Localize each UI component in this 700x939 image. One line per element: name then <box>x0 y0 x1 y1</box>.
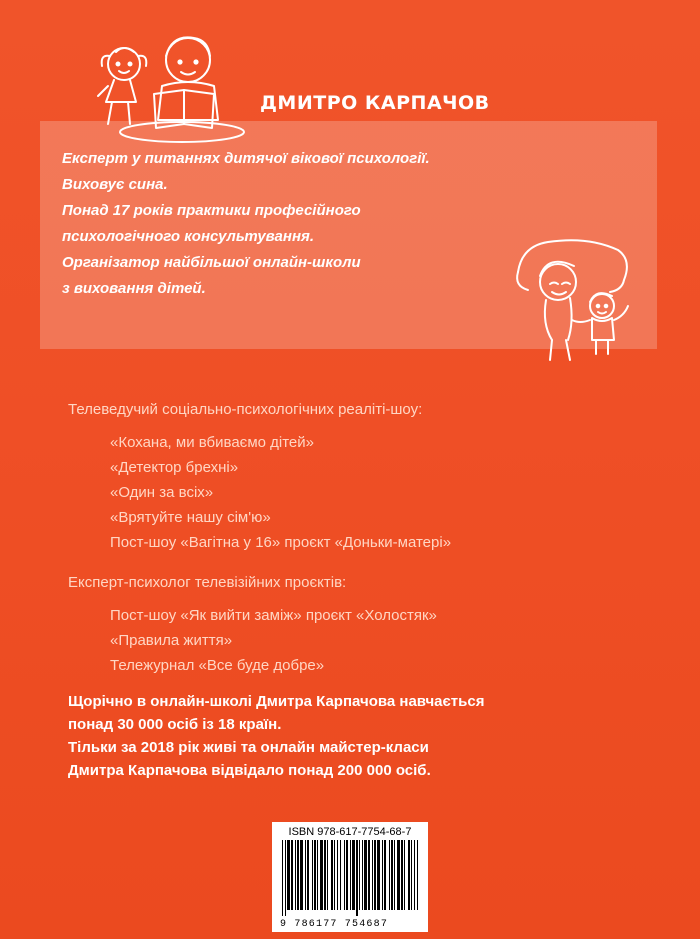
barcode-stripe <box>317 840 318 910</box>
tv-expert-heading: Експерт-психолог телевізійних проєктів: <box>68 574 347 591</box>
tv-show-item: «Кохана, ми вбиваємо дітей» <box>110 434 314 451</box>
stats-line: Дмитра Карпачова відвідало понад 200 000 осіб. <box>68 762 431 779</box>
barcode-stripe <box>346 840 348 910</box>
isbn-barcode <box>272 822 428 932</box>
barcode-stripe <box>377 840 380 910</box>
bio-list <box>62 146 430 302</box>
barcode-stripe <box>411 840 412 910</box>
barcode-stripe <box>389 840 390 910</box>
tv-host-heading: Телеведучий соціально-психологічних реаліті-шоу: <box>68 401 423 418</box>
barcode-stripe <box>368 840 370 910</box>
barcode-stripe <box>364 840 367 910</box>
tv-show-item: «Один за всіх» <box>110 484 214 501</box>
bio-line: з виховання дітей. <box>62 280 206 297</box>
barcode-stripe <box>401 840 403 910</box>
barcode-stripe <box>307 840 309 910</box>
barcode-stripe <box>295 840 296 910</box>
barcode-stripe <box>356 840 358 916</box>
barcode-stripe <box>282 840 283 916</box>
bio-line: Понад 17 років практики професійного <box>62 202 361 219</box>
barcode-stripe <box>344 840 345 910</box>
barcode-stripe <box>305 840 306 910</box>
barcode-stripe <box>334 840 335 910</box>
barcode-stripe <box>331 840 333 910</box>
tv-host-list <box>110 430 451 555</box>
barcode-stripe <box>340 840 341 910</box>
bio-line: психологічного консультування. <box>62 228 315 245</box>
tv-expert-section <box>68 570 437 678</box>
bio-line: Організатор найбільшої онлайн-школи <box>62 254 361 271</box>
stats-line: Щорічно в онлайн-школі Дмитра Карпачова навчається <box>68 693 485 710</box>
barcode-stripe <box>417 840 418 910</box>
barcode-stripe <box>287 840 290 910</box>
barcode-stripe <box>327 840 328 910</box>
barcode-stripe <box>384 840 386 910</box>
barcode-stripe <box>362 840 363 910</box>
tv-host-section <box>68 397 451 555</box>
barcode-stripe <box>324 840 326 910</box>
tv-project-item: Тележурнал «Все буде добре» <box>110 657 325 674</box>
barcode-stripe <box>372 840 373 910</box>
barcode-stripe <box>312 840 313 910</box>
barcode-stripe <box>285 840 286 916</box>
isbn-number: ISBN 978-617-7754-68-7 <box>288 826 412 838</box>
tv-project-item: «Правила життя» <box>110 632 233 649</box>
author-name: ДМИТРО КАРПАЧОВ <box>260 92 490 114</box>
barcode-stripe <box>314 840 316 910</box>
barcode-stripe <box>350 840 351 910</box>
bio-line: Виховує сина. <box>62 176 168 193</box>
barcode-stripe <box>320 840 323 910</box>
barcode-stripe <box>414 840 415 910</box>
barcode-stripe <box>391 840 393 910</box>
stats-line: Тільки за 2018 рік живі та онлайн майстер-класи <box>68 739 429 756</box>
stats-block <box>68 690 484 782</box>
bio-line: Експерт у питаннях дитячої вікової психології. <box>62 150 430 167</box>
barcode-stripe <box>291 840 293 910</box>
parent-child-pillow-illustration <box>510 236 638 366</box>
tv-expert-list <box>110 603 437 678</box>
tv-show-item: Пост-шоу «Вагітна у 16» проєкт «Доньки-матері» <box>110 534 452 551</box>
tv-show-item: «Детектор брехні» <box>110 459 239 476</box>
barcode-stripe <box>397 840 400 910</box>
barcode-stripe <box>359 840 360 910</box>
barcode-stripe <box>382 840 383 910</box>
barcode-stripe <box>404 840 405 910</box>
barcode-stripe <box>374 840 376 910</box>
barcode-stripe <box>408 840 410 910</box>
tv-project-item: Пост-шоу «Як вийти заміж» проєкт «Холостяк» <box>110 607 437 624</box>
barcode-digits: 9 786177 754687 <box>280 919 389 930</box>
stats-line: понад 30 000 осіб із 18 країн. <box>68 716 282 733</box>
barcode-bars <box>282 840 418 916</box>
barcode-stripe <box>337 840 338 910</box>
tv-show-item: «Врятуйте нашу сім'ю» <box>110 509 271 526</box>
barcode-stripe <box>300 840 303 910</box>
barcode-stripe <box>297 840 299 910</box>
barcode-stripe <box>394 840 395 910</box>
barcode-stripe <box>352 840 355 910</box>
